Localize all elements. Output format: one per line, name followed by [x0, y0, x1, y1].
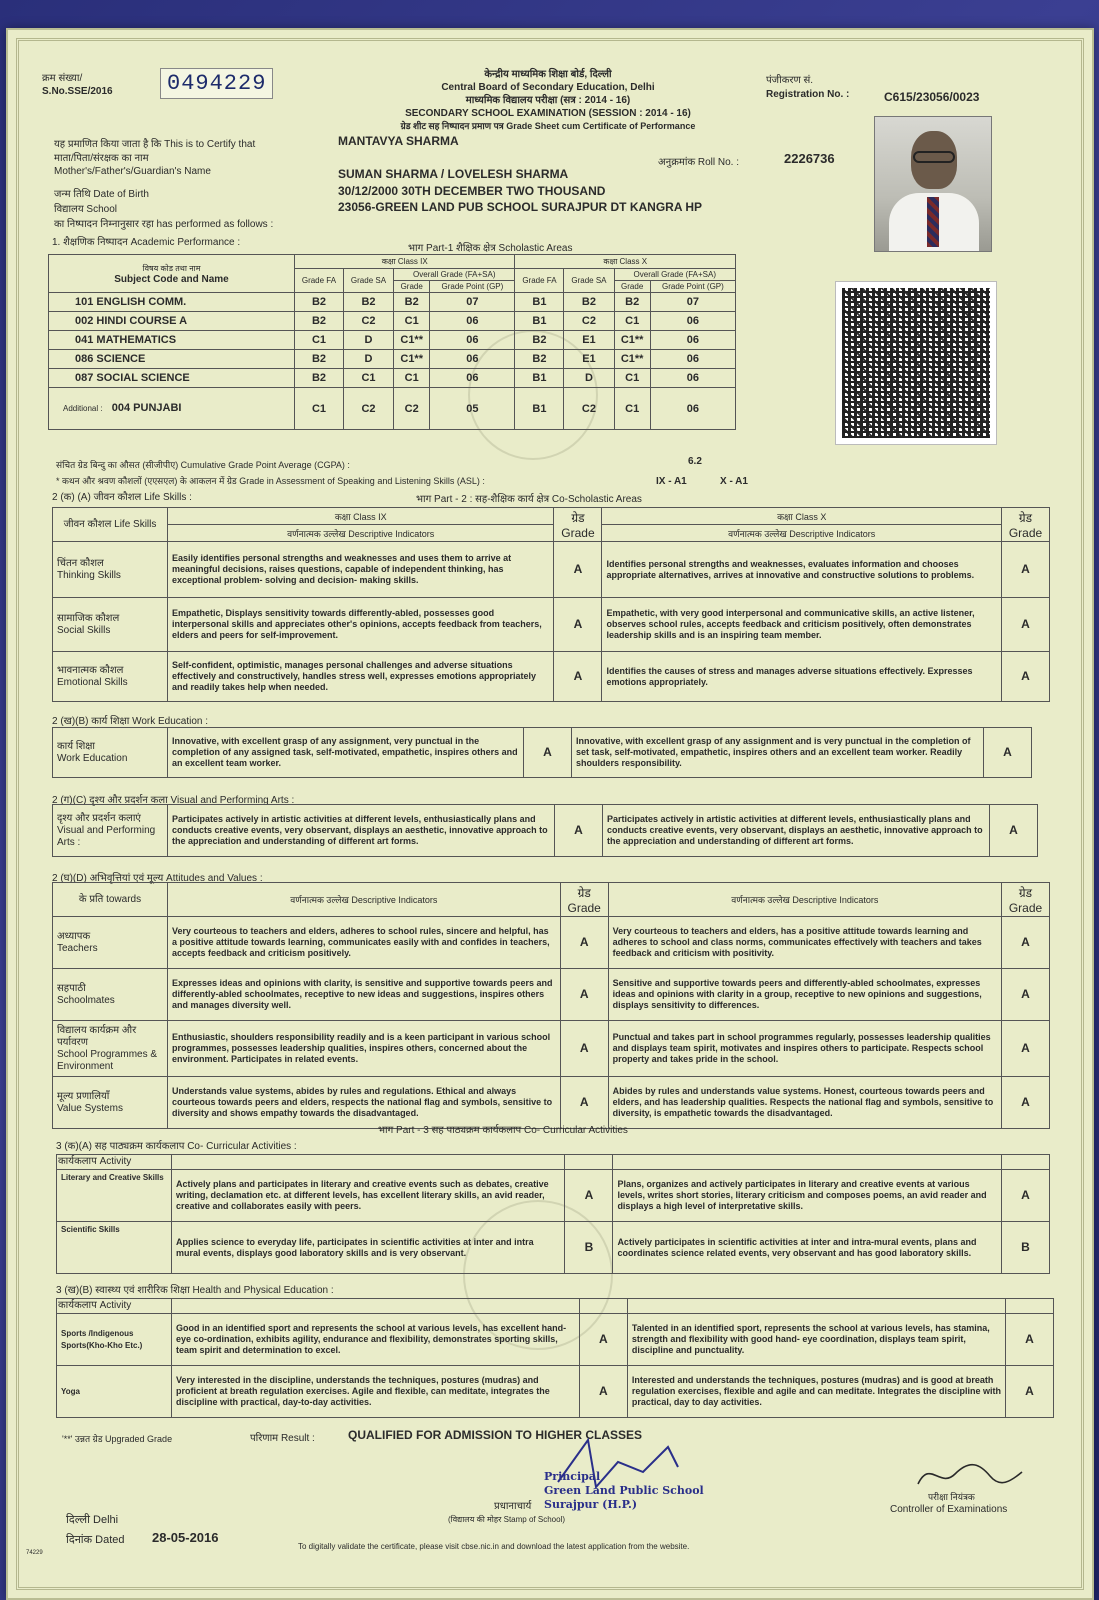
school-label: विद्यालय School — [54, 204, 117, 215]
activity-row: Scientific Skills Applies science to everyday life, participates in scientific activities at inter and intra mural events, displays good laboratory skills and is very observant. B Actively participates in scientific activities at inter and intra-mural events, plans and coordinates science related events, very observant and has good laboratory skills. B — [57, 1222, 1050, 1274]
health-section-label: 3 (ख)(B) स्वास्थ्य एवं शारीरिक शिक्षा Health and Physical Education : — [56, 1285, 334, 1296]
school-stamp-label: (विद्यालय की मोहर Stamp of School) — [448, 1515, 565, 1524]
work-education-table: कार्य शिक्षा Work Education Innovative, with excellent grasp of any assignment, very punctual in the completion of any assigned task, self-motivated, empathetic, inspires others and an excellent team worker. A Innovative, with excellent grasp of any assignment and is very punctual in the completion of set task, self-motivated, empathetic, inspires others and an excellent team worker. Readily shoulders responsibility. A — [52, 727, 1032, 778]
result-value: QUALIFIED FOR ADMISSION TO HIGHER CLASSES — [348, 1428, 643, 1442]
board-name: Central Board of Secondary Education, Delhi — [441, 82, 655, 93]
roll-label: अनुक्रमांक Roll No. : — [658, 157, 740, 168]
asl-class-ix: IX - A1 — [656, 476, 687, 487]
work-education-section-label: 2 (ख)(B) कार्य शिक्षा Work Education : — [52, 716, 209, 727]
activity-row: Literary and Creative Skills Actively plans and participates in literary and creative events such as debates, creative writing, declamation etc. at different levels, has excellent literary skills, an avid reader, creative and collaborates easily with peers. A Plans, organizes and actively participates in literary and creative events at various levels, writes short stories, literary criticism and composes poems, an avid reader and displays a high level of interpretative skills. A — [57, 1170, 1050, 1222]
subject-row: 002 HINDI COURSE A B2 C2 C1 06 B1 C2 C1 06 — [49, 312, 736, 331]
asl-label: * कथन और श्रवण कौशलों (एएसएल) के आकलन में ग्रेड Grade in Assessment of Speaking and Listening Skills (ASL) : — [56, 476, 485, 486]
certificate-sheet — [6, 28, 1094, 1600]
academic-rows — [49, 293, 736, 388]
health-table: कार्यकलाप Activity Sports /Indigenous Sports(Kho-Kho Etc.) Good in an identified sport and represents the school at various levels, has excellent hand-eye co-ordination, exhibits agility, endurance and flexibility, demonstrates sporting skills, team spirit and determination to excel. A Talented in an identified sport, represents the school at various levels, has stamina, strength and flexibility with good hand- eye coordination, displays team spirit, discipline and punctuality. A Yoga Very interested in the discipline, understands the techniques, postures (mudras) and proficient at breath regulation exercises. Agile and flexible, can meditate, integrates the discipline with practical, day-to-day activities. A Interested and understands the techniques, postures (mudras) and is good at breath regulation exercises, flexible and agile and can meditate. Integrates the discipline with practical, day to day activities. A — [56, 1298, 1054, 1418]
registration-label: पंजीकरण सं. Registration No. : — [766, 75, 850, 100]
activity-row: Sports /Indigenous Sports(Kho-Kho Etc.) Good in an identified sport and represents the school at various levels, has excellent hand-eye co-ordination, exhibits agility, endurance and flexibility, demonstrates sporting skills, team spirit and determination to excel. A Talented in an identified sport, represents the school at various levels, has stamina, strength and flexibility with good hand- eye coordination, displays team spirit, discipline and punctuality. A — [57, 1314, 1054, 1366]
roll-number: 2226736 — [784, 151, 835, 166]
controller-label-hindi: परीक्षा नियंत्रक — [928, 1492, 975, 1502]
life-skill-row: सामाजिक कौशल Social Skills Empathetic, Displays sensitivity towards differently-abled, possesses good interpersonal skills and appreciates other's opinions, accepts feedback from teachers, elders and peers for self-improvement. A Empathetic, with very good interpersonal and communicative skills, an active listener, observes school rules, accepts feedback and criticism positively, often demonstrates leadership skills and is an inspiring team member. A — [53, 598, 1050, 652]
performed-label: का निष्पादन निम्नानुसार रहा has performed as follows : — [54, 219, 274, 230]
serial-number: 0494229 — [160, 68, 273, 99]
principal-label-hindi: प्रधानाचार्य — [494, 1501, 532, 1512]
visual-arts-table: दृश्य और प्रदर्शन कलाएं Visual and Performing Arts : Participates actively in artistic activities at different levels, enthusiastically plans and conducts creative events, very observant, displays an aesthetic, innovative approach to the appreciation and understanding of different art forms. A Participates actively in artistic activities at different levels, enthusiastically plans and conducts creative events, very observant, displays an aesthetic, innovative approach to the appreciation and understanding of different art forms. A — [52, 804, 1038, 857]
arts-ix-indicator: Participates actively in artistic activities at different levels, enthusiastically plans and conducts creative events, very observant, displays an aesthetic, innovative approach to the appreciation and understanding of different art forms. — [168, 805, 555, 857]
attitude-row: अध्यापक Teachers Very courteous to teachers and elders, adheres to school rules, sincere and helpful, has a positive attitude towards learning, communicates easily with and confides in teachers, accepts feedback and criticism positively. A Very courteous to teachers and elders, has a positive attitude towards learning and adheres to school and class norms, communicates effectively with teachers and takes feedback and criticism with positivity. A — [53, 917, 1050, 969]
parent-names: SUMAN SHARMA / LOVELESH SHARMA — [338, 167, 569, 181]
work-ix-indicator: Innovative, with excellent grasp of any assignment, very punctual in the completion of any assigned task, self-motivated, empathetic, inspires others and an excellent team worker. — [168, 728, 524, 778]
board-name-hindi: केन्द्रीय माध्यमिक शिक्षा बोर्ड, दिल्ली — [484, 69, 612, 80]
board-header — [328, 68, 768, 133]
cocurricular-section-label: 3 (क)(A) सह पाठ्यक्रम कार्यकलाप Co- Curricular Activities : — [56, 1141, 297, 1152]
dated-label: दिनांक Dated — [66, 1534, 125, 1546]
coscholastic-part-label: भाग Part - 2 : सह-शैक्षिक कार्य क्षेत्र Co-Scholastic Areas — [416, 494, 642, 505]
subject-row: 101 ENGLISH COMM. B2 B2 B2 07 B1 B2 B2 07 — [49, 293, 736, 312]
exam-name-hindi: माध्यमिक विद्यालय परीक्षा (सत्र : 2014 - 16) — [465, 95, 631, 106]
issue-date: 28-05-2016 — [152, 1530, 219, 1545]
upgraded-grade-note: '**' उन्नत ग्रेड Upgraded Grade — [62, 1434, 173, 1444]
life-skill-row: भावनात्मक कौशल Emotional Skills Self-confident, optimistic, manages personal challenges and adverse situations effectively and constructively, handles stress well, expresses emotions appropriately and readily takes help when needed. A Identifies the causes of stress and manages adverse situations effectively. Expresses emotions appropriately. A — [53, 652, 1050, 702]
dob-label: जन्म तिथि Date of Birth — [54, 189, 149, 200]
cgpa-value: 6.2 — [688, 456, 702, 467]
document-title: ग्रेड शीट सह निष्पादन प्रमाण पत्र Grade Sheet cum Certificate of Performance — [400, 121, 696, 131]
school-name: 23056-GREEN LAND PUB SCHOOL SURAJPUR DT KANGRA HP — [338, 200, 703, 214]
life-skills-section-label: 2 (क) (A) जीवन कौशल Life Skills : — [52, 492, 192, 503]
attitude-row: मूल्य प्रणालियाँ Value Systems Understands value systems, abides by rules and regulations. Ethical and always courteous towards peers and elders, respects the national flag and symbols, sensitive to diversity and shows empathy towards the disadvantaged. A Abides by rules and understands value systems. Honest, courteous towards peers and elders, and has leadership qualities. Respects the national flag and symbols, sensitive to diversity, is empathetic towards the disadvantaged. A — [53, 1077, 1050, 1129]
date-of-birth: 30/12/2000 30TH DECEMBER TWO THOUSAND — [338, 184, 606, 198]
principal-stamp: Principal Green Land Public School Surajpur (H.P.) — [544, 1470, 704, 1511]
parent-label: माता/पिता/संरक्षक का नाम Mother's/Father's/Guardian's Name — [54, 153, 211, 177]
cocurricular-table: कार्यकलाप Activity Literary and Creative Skills Actively plans and participates in literary and creative events such as debates, creative writing, declamation etc. at different levels, has excellent literary skills, an avid reader, creative and collaborates easily with peers. A Plans, organizes and actively participates in literary and creative events at various levels, writes short stories, literary criticism and composes poems, an avid reader and displays a high level of interpretative skills. A Scientific Skills Applies science to everyday life, participates in scientific activities at inter and intra mural events, displays good laboratory skills and is very observant. B Actively participates in scientific activities at inter and intra-mural events, plans and coordinates science related events, very observant and has good laboratory skills. B — [56, 1154, 1050, 1274]
activity-row: Yoga Very interested in the discipline, understands the techniques, postures (mudras) and proficient at breath regulation exercises. Agile and flexible, can meditate, integrates the discipline with practical, day-to-day activities. A Interested and understands the techniques, postures (mudras) and is good at breath regulation exercises, flexible and agile and can meditate. Integrates the discipline with practical, day to day activities. A — [57, 1366, 1054, 1418]
attitude-row: सहपाठी Schoolmates Expresses ideas and opinions with clarity, is sensitive and supportive towards peers and differently-abled schoolmates, receptive to new ideas and suggestions, inspires others and manages diversity well. A Sensitive and supportive towards peers and differently-abled schoolmates, expresses ideas and opinions with clarity in a group, receptive to new opinions and suggestions, displays sensitivity to differences. A — [53, 969, 1050, 1021]
cocurricular-part-label: भाग Part - 3 सह पाठ्यक्रम कार्यकलाप Co- Curricular Activities — [378, 1125, 628, 1136]
validation-note: To digitally validate the certificate, please visit cbse.nic.in and download the latest application from the website. — [298, 1542, 690, 1551]
subject-row: 087 SOCIAL SCIENCE B2 C1 C1 06 B1 D C1 06 — [49, 369, 736, 388]
scholastic-part-label: भाग Part-1 शैक्षिक क्षेत्र Scholastic Areas — [408, 243, 573, 254]
life-skill-row: चिंतन कौशल Thinking Skills Easily identifies personal strengths and weaknesses and uses them to arrive at meaningful decisions, raises questions, capable of independent thinking, has exceptional problem- solving and decision- making skills. A Identifies personal strengths and weaknesses, evaluates information and chooses appropriate alternatives, arrives at innovative and constructive solutions to problems. A — [53, 542, 1050, 598]
additional-subject-row: Additional : 004 PUNJABI C1 C2 C2 05 B1 C2 C1 06 — [49, 388, 736, 430]
academic-table: विषय कोड तथा नाम Subject Code and Name कक्षा Class IX कक्षा Class X Grade FA Grade SA Overall Grade (FA+SA) Grade FA Grade SA Overall Grade (FA+SA) Grade Grade Point (GP) Grade Grade Point (GP) 101 ENGLISH COMM. B2 B2 B2 07 B1 B2 B2 07 002 HINDI COURSE A B2 C2 C1 06 B1 C2 C1 06 041 MATHEMATICS C1 D C1** 06 B2 E1 C1** 06 086 SCIENCE B2 D C1** 06 B2 E1 C1** 06 087 SOCIAL SCIENCE B2 C1 C1 06 B1 D C1 06 Additional : 004 PUNJABI C1 C2 C2 05 B1 C2 C1 06 — [48, 254, 736, 430]
registration-number: C615/23056/0023 — [884, 90, 980, 104]
controller-signature — [910, 1454, 1030, 1494]
attitudes-table: के प्रति towards वर्णनात्मक उल्लेख Descriptive Indicators ग्रेड Grade वर्णनात्मक उल्लेख Descriptive Indicators ग्रेड Grade अध्यापक Teachers Very courteous to teachers and elders, adheres to school rules, sincere and helpful, has a positive attitude towards learning, communicates easily with and confides in teachers, accepts feedback and criticism positively. A Very courteous to teachers and elders, has a positive attitude towards learning and adheres to school and class norms, communicates effectively with teachers and takes feedback and criticism with positivity. A सहपाठी Schoolmates Expresses ideas and opinions with clarity, is sensitive and supportive towards peers and differently-abled schoolmates, receptive to new ideas and suggestions, inspires others and manages diversity well. A Sensitive and supportive towards peers and differently-abled schoolmates, expresses ideas and opinions with clarity in a group, receptive to new opinions and suggestions, displays sensitivity to differences. A विद्यालय कार्यक्रम और पर्यावरण School Programmes & Environment Enthusiastic, shoulders responsibility readily and is a keen participant in various school programmes, possesses leadership qualities, inspires others, concerned about the environment. Participates in related events. A Punctual and takes part in school programmes regularly, possesses leadership qualities and displays team spirit, motivates and inspires others to participate. Respects school property and takes pride in the school. A मूल्य प्रणालियाँ Value Systems Understands value systems, abides by rules and regulations. Ethical and always courteous towards peers and elders, respects the national flag and symbols, sensitive to diversity and shows empathy towards the disadvantaged. A Abides by rules and understands value systems. Honest, courteous towards peers and elders, and has leadership qualities. Respects the national flag and symbols, sensitive to diversity, is empathetic towards the disadvantaged. A — [52, 882, 1050, 1129]
subject-row: 041 MATHEMATICS C1 D C1** 06 B2 E1 C1** 06 — [49, 331, 736, 350]
attitudes-section-label: 2 (घ)(D) अभिवृत्तियां एवं मूल्य Attitudes and Values : — [52, 873, 263, 884]
place-label: दिल्ली Delhi — [66, 1514, 119, 1526]
exam-name: SECONDARY SCHOOL EXAMINATION (SESSION : 2014 - 16) — [405, 108, 691, 119]
cgpa-label: संचित ग्रेड बिन्दु का औसत (सीजीपीए) Cumulative Grade Point Average (CGPA) : — [56, 460, 350, 470]
certify-label: यह प्रमाणित किया जाता है कि This is to Certify that — [54, 139, 256, 150]
attitude-row: विद्यालय कार्यक्रम और पर्यावरण School Programmes & Environment Enthusiastic, shoulders responsibility readily and is a keen participant in various school programmes, possesses leadership qualities, inspires others, concerned about the environment. Participates in related events. A Punctual and takes part in school programmes regularly, possesses leadership qualities and displays team spirit, motivates and inspires others to participate. Respects school property and takes pride in the school. A — [53, 1021, 1050, 1077]
asl-class-x: X - A1 — [720, 476, 748, 487]
result-label: परिणाम Result : — [250, 1433, 315, 1444]
student-name: MANTAVYA SHARMA — [338, 134, 459, 148]
life-skills-table: जीवन कौशल Life Skills कक्षा Class IX ग्रेड Grade कक्षा Class X ग्रेड Grade वर्णनात्मक उल्लेख Descriptive Indicators वर्णनात्मक उल्लेख Descriptive Indicators चिंतन कौशल Thinking Skills Easily identifies personal strengths and weaknesses and uses them to arrive at meaningful decisions, raises questions, capable of independent thinking, has exceptional problem- solving and decision- making skills. A Identifies personal strengths and weaknesses, evaluates information and chooses appropriate alternatives, arrives at innovative and constructive solutions to problems. A सामाजिक कौशल Social Skills Empathetic, Displays sensitivity towards differently-abled, possesses good interpersonal skills and appreciates other's opinions, accepts feedback from teachers, elders and peers for self-improvement. A Empathetic, with very good interpersonal and communicative skills, an active listener, observes school rules, accepts feedback and criticism positively, often demonstrates leadership skills and is an inspiring team member. A भावनात्मक कौशल Emotional Skills Self-confident, optimistic, manages personal challenges and adverse situations effectively and constructively, handles stress well, expresses emotions appropriately and readily takes help when needed. A Identifies the causes of stress and manages adverse situations effectively. Expresses emotions appropriately. A — [52, 507, 1050, 702]
qr-code — [836, 282, 996, 444]
academic-section-label: 1. शैक्षणिक निष्पादन Academic Performance : — [52, 237, 241, 248]
visual-arts-section-label: 2 (ग)(C) दृश्य और प्रदर्शन कला Visual and Performing Arts : — [52, 795, 295, 806]
controller-label: Controller of Examinations — [890, 1504, 1008, 1515]
work-x-indicator: Innovative, with excellent grasp of any assignment and is very punctual in the completion of set task, self-motivated, empathetic, inspires others and an excellent team worker. Readily shoulders responsibility. — [571, 728, 983, 778]
arts-x-indicator: Participates actively in artistic activities at different levels, enthusiastically plans and conducts creative events, very observant, displays an aesthetic, innovative approach to the appreciation and understanding of different art forms. — [603, 805, 990, 857]
serial-label: क्रम संख्या/ S.No.SSE/2016 — [42, 73, 113, 97]
margin-serial: 74229 — [26, 1550, 43, 1556]
subject-row: 086 SCIENCE B2 D C1** 06 B2 E1 C1** 06 — [49, 350, 736, 369]
student-photo — [874, 116, 992, 252]
